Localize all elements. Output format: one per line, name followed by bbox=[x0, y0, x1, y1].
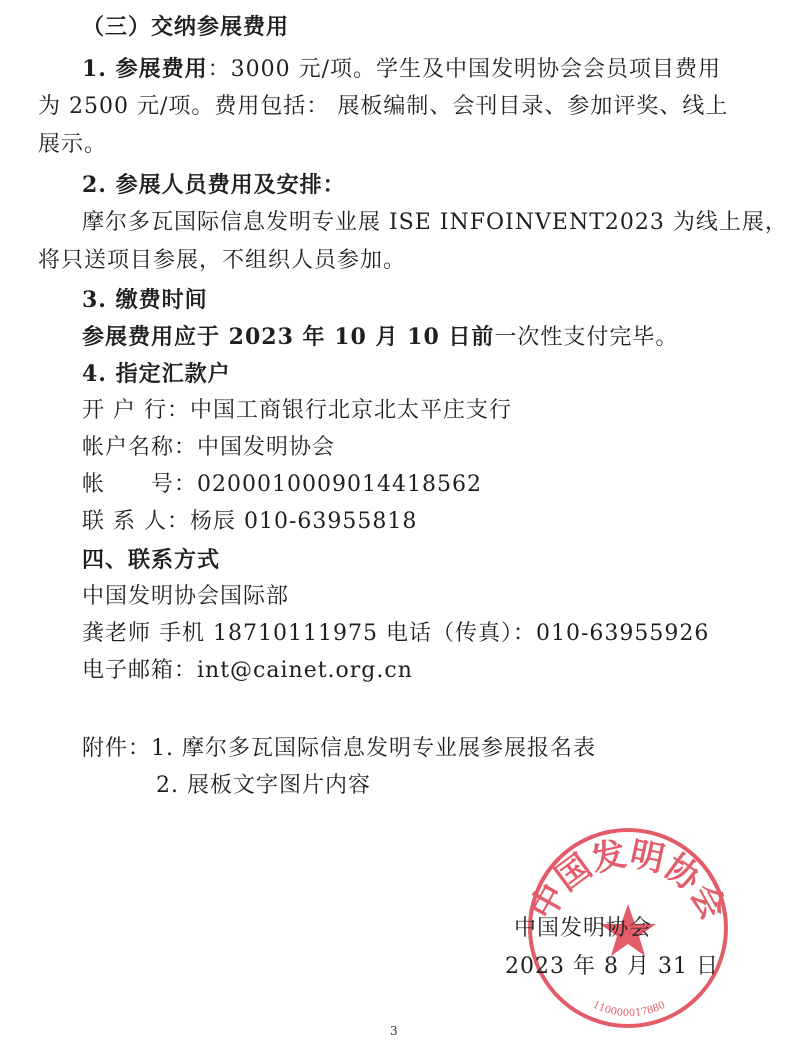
account-name-label: 帐户名称： bbox=[82, 435, 198, 460]
account-bank-row bbox=[82, 396, 512, 426]
attachment-item-2: 2. 展板文字图片内容 bbox=[156, 773, 371, 798]
attachment-item-1: 1. 摩尔多瓦国际信息发明专业展参展报名表 bbox=[151, 736, 597, 761]
account-contact-value: 杨辰 010-63955818 bbox=[190, 509, 418, 534]
payment-time-text bbox=[82, 322, 678, 353]
account-title: 4. 指定汇款户 bbox=[82, 361, 231, 387]
page-number: 3 bbox=[390, 1024, 398, 1038]
contact-email: 电子邮箱：int@cainet.org.cn bbox=[82, 658, 413, 683]
section4-title: 四、联系方式 bbox=[82, 547, 221, 573]
account-contact-label: 联 系 人： bbox=[82, 509, 190, 534]
contact-phone: 龚老师 手机 18710111975 电话（传真）：010-63955926 bbox=[82, 621, 710, 646]
account-contact-row bbox=[82, 507, 417, 537]
attachment-row-1 bbox=[82, 734, 596, 764]
contact-dept: 中国发明协会国际部 bbox=[82, 584, 290, 609]
payment-time-suffix: 一次性支付完毕。 bbox=[494, 325, 679, 350]
payment-deadline: 参展费用应于 2023 年 10 月 10 日前 bbox=[82, 324, 495, 350]
account-number-label: 帐 号： bbox=[82, 472, 198, 497]
account-number-row bbox=[82, 470, 482, 500]
account-name-value: 中国发明协会 bbox=[197, 435, 336, 460]
signature-date: 2023 年 8 月 31 日 bbox=[505, 954, 719, 979]
attachments-label: 附件： bbox=[82, 736, 152, 761]
fee-text-1: ：3000 元/项。学生及中国发明协会会员项目费用 bbox=[207, 57, 722, 82]
seal-text: 中国发明协会 bbox=[522, 833, 734, 927]
fee-line-2: 为 2500 元/项。费用包括： 展板编制、会刊目录、参加评奖、线上 bbox=[38, 94, 729, 119]
personnel-title: 2. 参展人员费用及安排： bbox=[82, 172, 346, 198]
account-bank-label: 开 户 行： bbox=[82, 398, 190, 423]
fee-label: 1. 参展费用 bbox=[82, 56, 208, 82]
fee-line-3: 展示。 bbox=[38, 132, 108, 157]
fee-line-1 bbox=[82, 54, 721, 85]
section3-title: （三）交纳参展费用 bbox=[82, 14, 290, 40]
account-name-row bbox=[82, 433, 335, 463]
payment-time-title: 3. 缴费时间 bbox=[82, 287, 208, 313]
seal-number: 110000017880 bbox=[590, 999, 668, 1020]
personnel-text-2: 将只送项目参展，不组织人员参加。 bbox=[38, 248, 407, 273]
account-number-value: 0200010009014418562 bbox=[197, 472, 482, 497]
account-bank-value: 中国工商银行北京北太平庄支行 bbox=[190, 398, 513, 423]
signature-org: 中国发明协会 bbox=[514, 916, 653, 941]
personnel-text-1: 摩尔多瓦国际信息发明专业展 ISE INFOINVENT2023 为线上展， bbox=[82, 210, 788, 235]
